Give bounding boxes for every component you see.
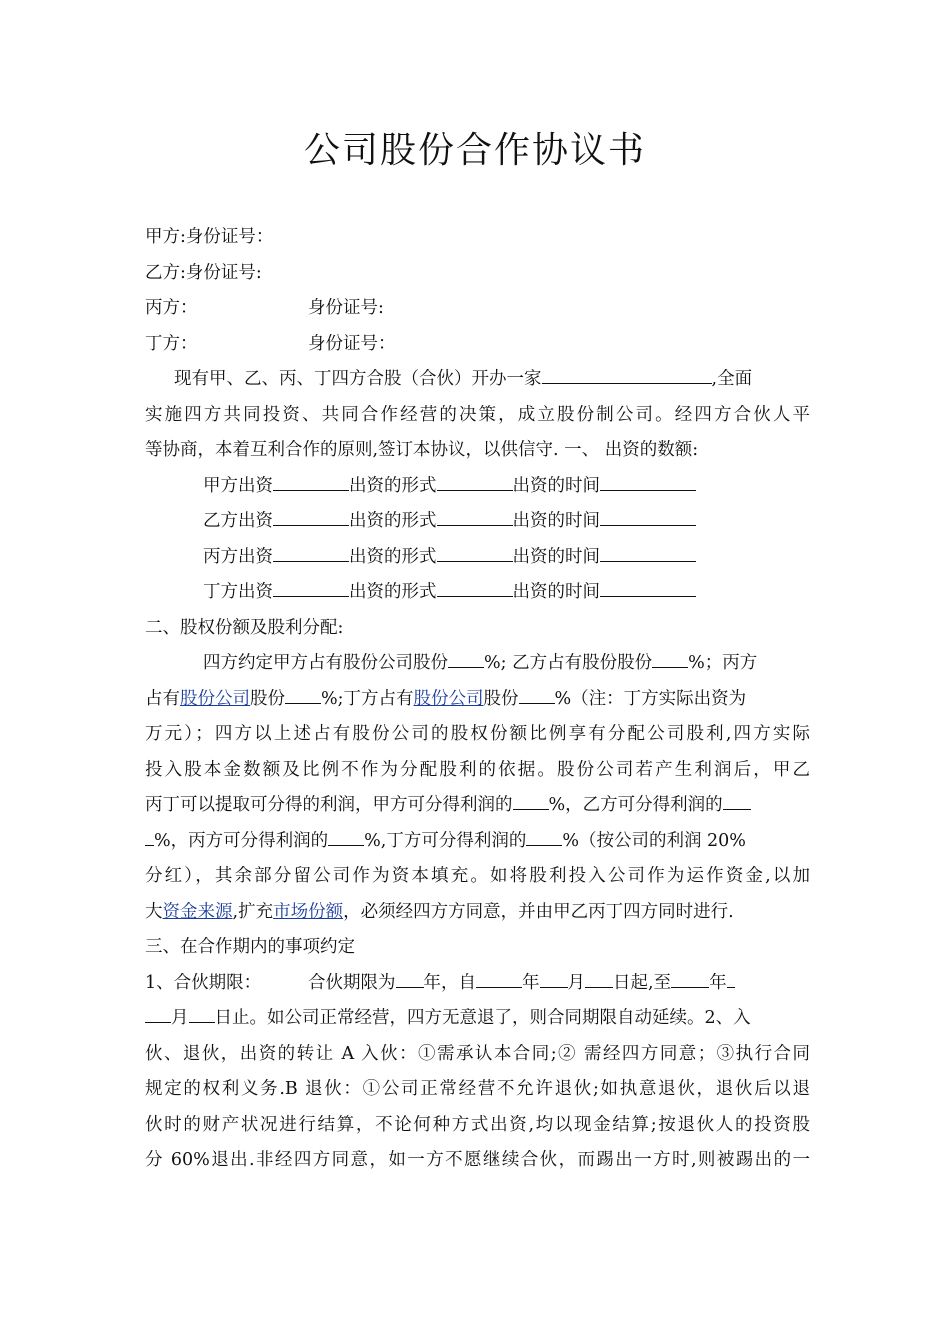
blank <box>328 828 364 846</box>
text: %,丁方可分得利润的 <box>364 830 527 851</box>
section-2-line-4: 投入股本金数额及比例不作为分配股利的依据。股份公司若产生利润后，甲乙 <box>145 759 810 780</box>
time-label: 出资的时间 <box>512 546 600 567</box>
capital-row-jia <box>145 469 810 505</box>
form-label: 出资的形式 <box>349 475 437 496</box>
blank <box>652 650 688 668</box>
capital-label: 丙方出资 <box>203 546 273 567</box>
blank <box>437 508 513 526</box>
text: 年，自 <box>423 972 476 993</box>
blank <box>540 970 568 988</box>
section-3-line-2 <box>145 1001 810 1037</box>
section-2-line-2 <box>145 682 810 718</box>
text: ，必须经四方方同意，并由甲乙丙丁四方同时进行. <box>343 901 734 922</box>
time-label: 出资的时间 <box>512 511 600 531</box>
text: 月 <box>171 1008 189 1028</box>
section-3-line-3: 伙、退伙，出资的转让 A 入伙：①需承认本合同;② 需经四方同意；③执行合同 <box>145 1043 810 1064</box>
intro-text: 现有甲、乙、丙、丁四方合股（合伙）开办一家 <box>174 369 542 389</box>
blank <box>476 970 522 988</box>
intro-line-1 <box>145 362 810 398</box>
time-label: 出资的时间 <box>512 475 600 496</box>
text: 1、合伙期限： <box>145 972 262 993</box>
section-3-line-6: 分 60%退出.非经四方同意，如一方不愿继续合伙，而踢出一方时,则被踢出的一 <box>145 1150 810 1170</box>
text: 月 <box>567 972 585 993</box>
party-bing-id-label: 身份证号: <box>308 298 384 318</box>
text: %，丙方可分得利润的 <box>154 830 329 851</box>
blank <box>600 473 696 491</box>
text: %（注：丁方实际出资为 <box>554 688 747 709</box>
form-label: 出资的形式 <box>349 546 437 567</box>
party-ding <box>145 327 810 363</box>
text: 年 <box>709 972 727 993</box>
text: 丙丁可以提取可分得的利润，甲方可分得利润的 <box>145 795 513 815</box>
text: 占有 <box>145 688 180 709</box>
blank <box>513 792 549 810</box>
section-2-line-5 <box>145 788 810 824</box>
intro-text: ,全面 <box>711 369 753 389</box>
blank <box>600 579 696 597</box>
link-capital-source[interactable]: 资金来源 <box>162 901 233 922</box>
document-title: 公司股份合作协议书 <box>303 130 646 171</box>
link-share-company[interactable]: 股份公司 <box>180 688 250 709</box>
party-yi-label: 乙方:身份证号: <box>145 262 262 283</box>
party-bing <box>145 291 810 327</box>
term-clause <box>308 966 735 1002</box>
capital-label: 甲方出资 <box>203 475 273 496</box>
document-body <box>145 220 810 1179</box>
text: 大 <box>145 901 163 922</box>
party-ding-id-label: 身份证号： <box>308 333 396 354</box>
text: %;丁方占有 <box>321 688 414 709</box>
link-market-share[interactable]: 市场份额 <box>273 901 344 922</box>
blank <box>437 544 513 562</box>
blank <box>727 970 735 988</box>
blank <box>396 970 424 988</box>
blank <box>189 1005 215 1023</box>
text: 股份 <box>250 688 285 709</box>
blank <box>526 828 562 846</box>
blank <box>723 792 751 810</box>
capital-row-yi <box>145 504 810 540</box>
capital-label: 乙方出资 <box>203 511 273 531</box>
section-3-line-4: 规定的权利义务.B 退伙：①公司正常经营不允许退伙;如执意退伙，退伙后以退 <box>145 1079 810 1099</box>
capital-row-ding <box>145 575 810 611</box>
blank <box>585 970 613 988</box>
section-2-line-1 <box>145 646 810 682</box>
section-2-line-7: 分红），其余部分留公司作为资本填充。如将股利投入公司作为运作资金,以加 <box>145 866 810 886</box>
capital-label: 丁方出资 <box>203 582 273 602</box>
section-3-heading: 三、在合作期内的事项约定 <box>145 937 355 957</box>
blank <box>273 544 349 562</box>
text: %（按公司的利润 20% <box>562 830 746 851</box>
company-name-blank <box>542 366 712 384</box>
link-share-company[interactable]: 股份公司 <box>413 688 484 709</box>
text: 四方约定甲方占有股份公司股份 <box>203 653 448 673</box>
form-label: 出资的形式 <box>349 511 437 531</box>
text: 股份 <box>483 688 519 709</box>
text: ,扩充 <box>232 901 274 922</box>
blank <box>145 1005 171 1023</box>
text: 日止。如公司正常经营，四方无意退了，则合同期限自动延续。2、入 <box>214 1008 751 1028</box>
blank <box>671 970 709 988</box>
text: %; 乙方占有股份股份 <box>484 653 653 673</box>
intro-line-2: 实施四方共同投资、共同合作经营的决策，成立股份制公司。经四方合伙人平 <box>145 404 810 425</box>
blank <box>519 686 555 704</box>
blank <box>600 508 696 526</box>
text: 日起,至 <box>613 972 672 993</box>
section-2-line-8 <box>145 895 810 931</box>
blank <box>273 508 349 526</box>
text: %；丙方 <box>688 653 758 673</box>
time-label: 出资的时间 <box>512 582 600 602</box>
blank <box>273 579 349 597</box>
text: 合伙期限为 <box>308 972 396 993</box>
section-3-line-1 <box>145 966 810 1002</box>
blank <box>437 473 513 491</box>
section-2-line-3: 万元）；四方以上述占有股份公司的股权份额比例享有分配公司股利,四方实际 <box>145 724 810 744</box>
blank <box>437 579 513 597</box>
section-2-heading: 二、股权份额及股利分配: <box>145 617 344 638</box>
blank <box>285 686 321 704</box>
blank <box>145 828 154 846</box>
section-3-line-5: 伙时的财产状况进行结算，不论何种方式出资,均以现金结算;按退伙人的投资股 <box>145 1114 810 1135</box>
party-yi <box>145 256 810 292</box>
text: 年 <box>522 972 540 993</box>
intro-line-3: 等协商，本着互利合作的原则,签订本协议，以供信守. 一、 出资的数额: <box>145 440 699 460</box>
section-2-line-6 <box>145 824 810 860</box>
party-jia-label: 甲方:身份证号： <box>145 227 274 247</box>
blank <box>273 473 349 491</box>
form-label: 出资的形式 <box>349 582 437 602</box>
text: %，乙方可分得利润的 <box>548 795 723 815</box>
party-jia <box>145 220 810 256</box>
blank <box>448 650 484 668</box>
party-ding-label: 丁方： <box>145 333 198 354</box>
blank <box>600 544 696 562</box>
capital-row-bing <box>145 540 810 576</box>
party-bing-label: 丙方： <box>145 298 198 318</box>
